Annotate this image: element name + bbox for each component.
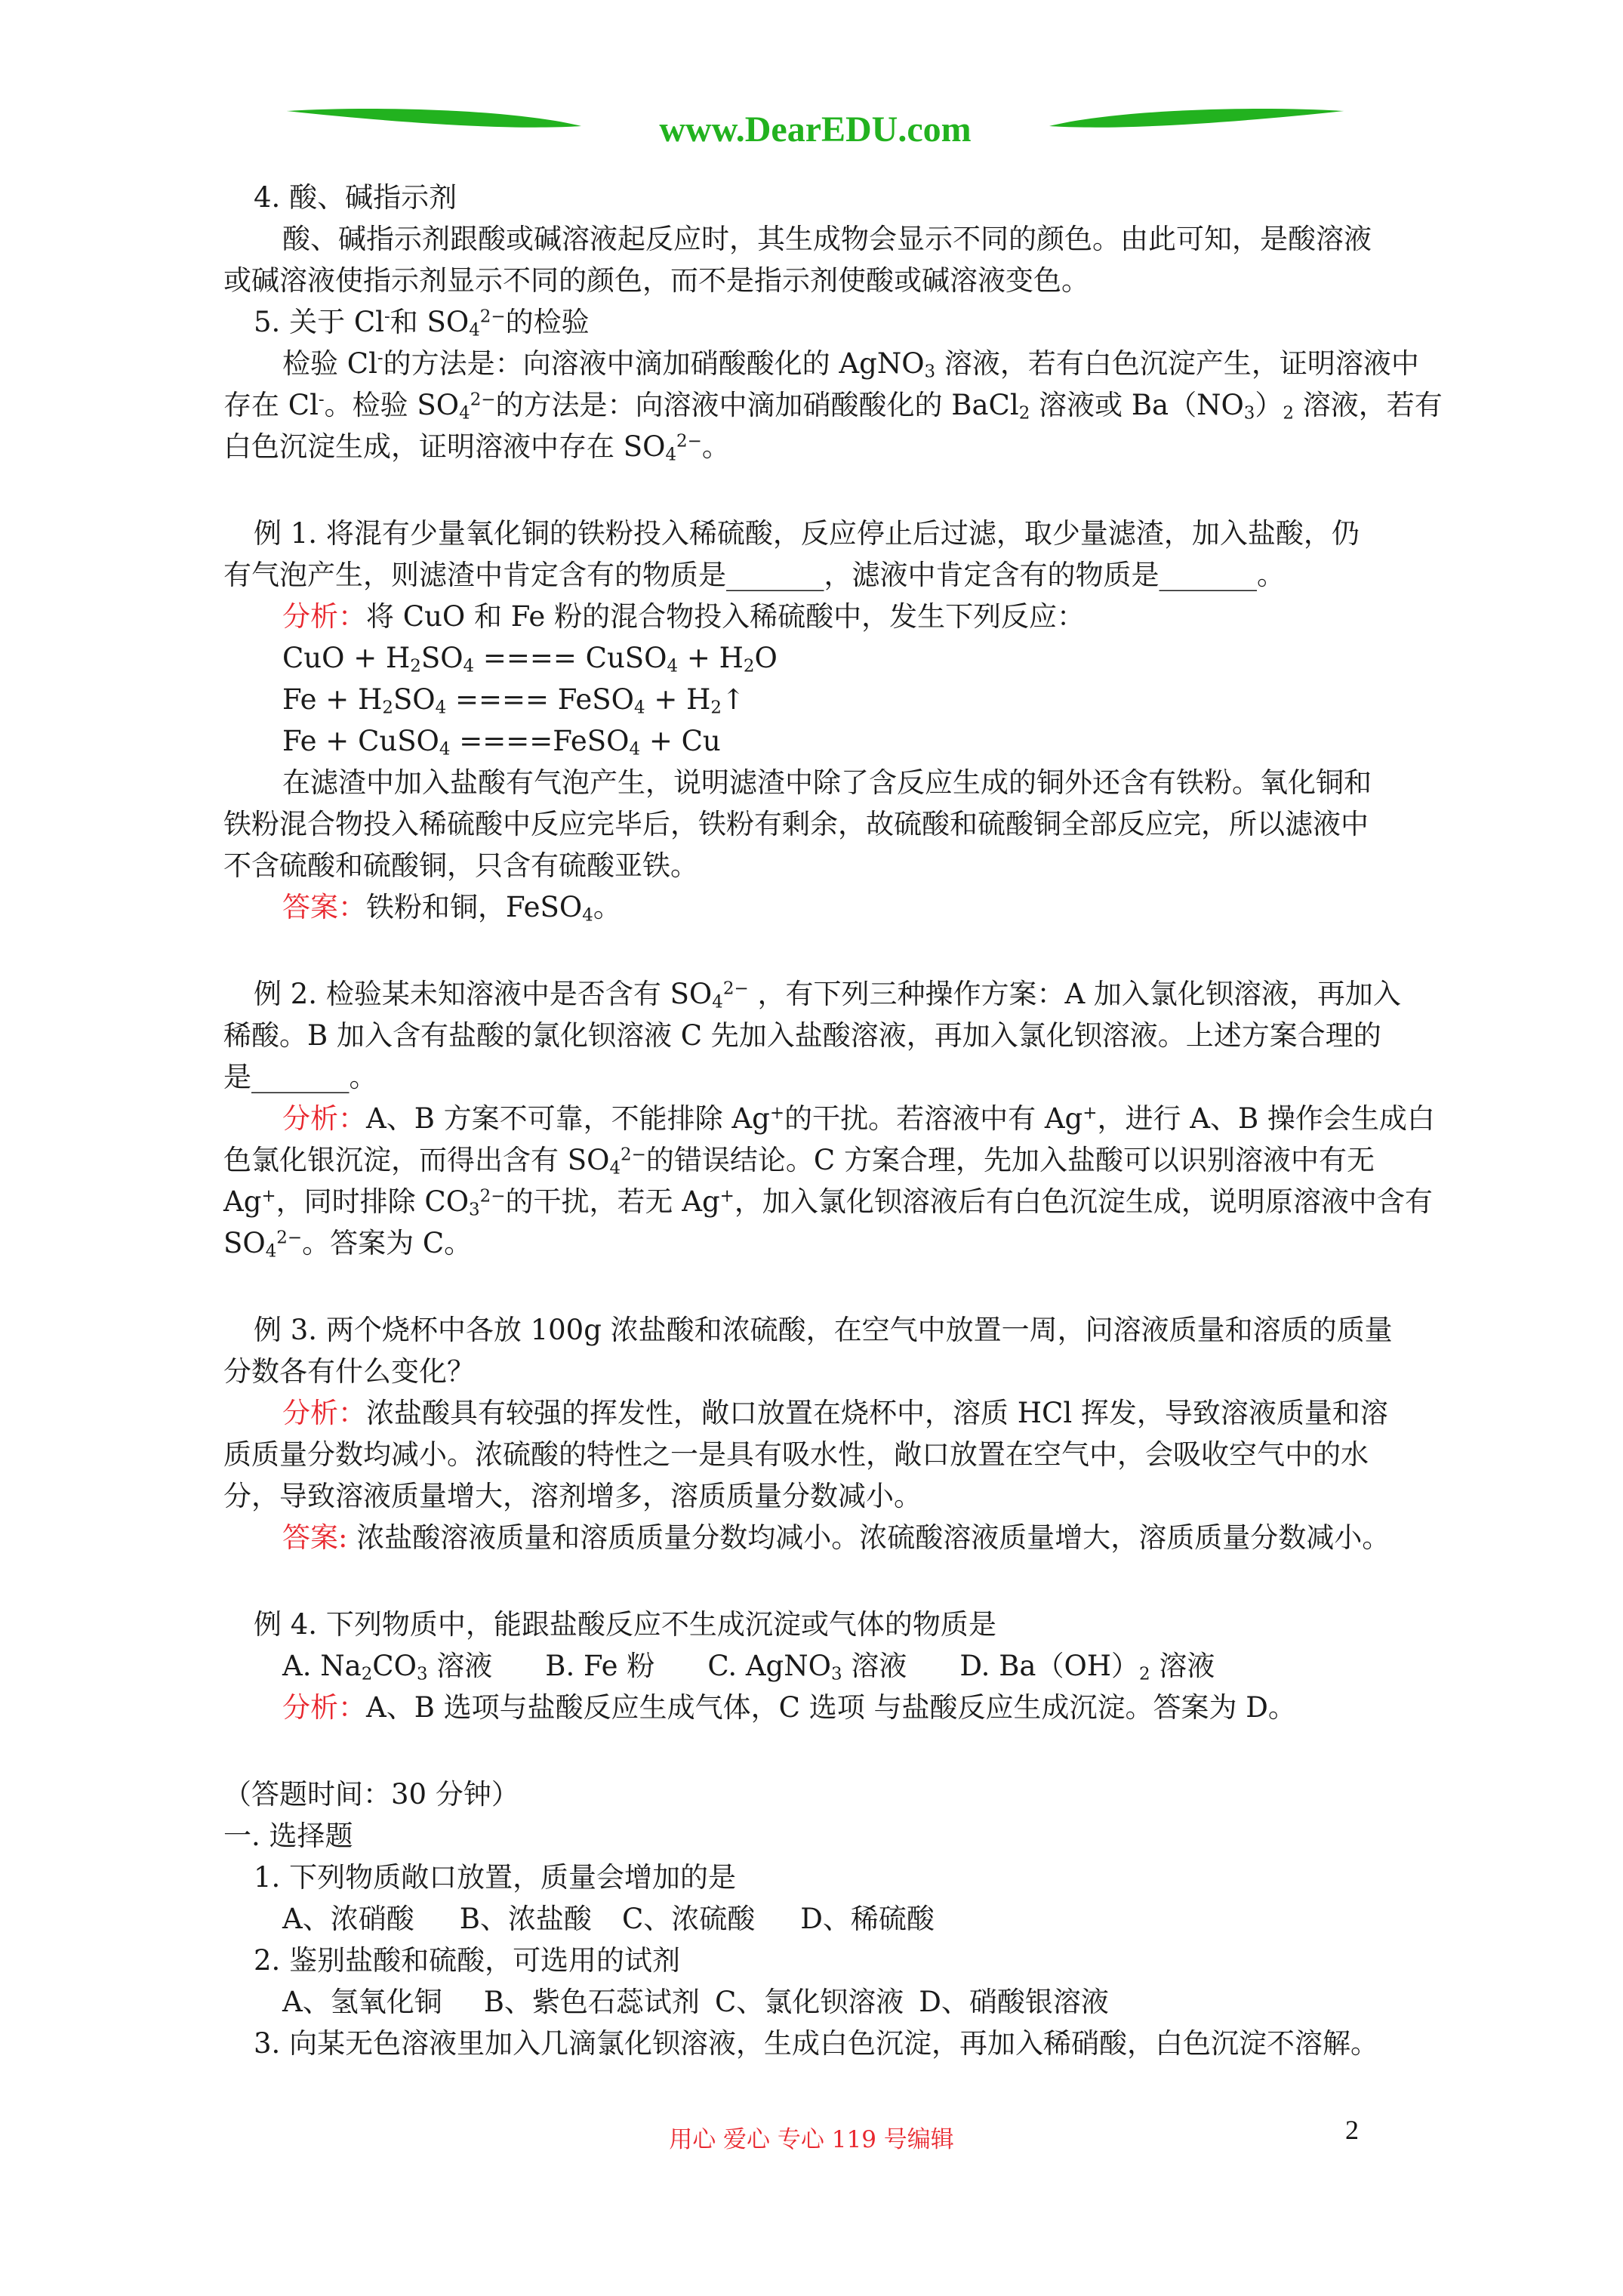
example-4-options: A. $Na_2CO_3$ 溶液 B. Fe 粉 C. AgNO$_3$ 溶液 D. $Ba(OH)_2$ 溶液: [282, 1650, 1215, 1684]
paragraph-line: 铁粉混合物投入稀硫酸中反应完毕后，铁粉有剩余，故硫酸和硫酸铜全部反应完，所以滤液中: [223, 808, 1369, 840]
answer-label: 答案:: [282, 1521, 348, 1554]
example-2-question: 例 2. 检验某未知溶液中是否含有 $SO_4^{2-}$ ，有下列三种操作方案：A 加入氯化钡溶液，再加入: [254, 978, 1401, 1012]
example-4-question: 例 4. 下列物质中，能跟盐酸反应不生成沉淀或气体的物质是: [254, 1608, 996, 1641]
equation: $Fe + H_2SO_4$ ==== FeSO$_4$ + $H_2↑$: [282, 683, 745, 718]
header-banner: [287, 94, 1344, 155]
question-3: 3. 向某无色溶液里加入几滴氯化钡溶液，生成白色沉淀，再加入稀硝酸，白色沉淀不溶解。: [254, 2027, 1379, 2060]
paragraph-line: 不含硫酸和硫酸铜，只含有硫酸亚铁。: [223, 849, 698, 882]
analysis-label: 分析：: [282, 1691, 366, 1724]
paragraph-line: 检验 Cl-的方法是：向溶液中滴加硝酸酸化的 AgNO$_3$ 溶液，若有白色沉淀产生，证明溶液中: [282, 347, 1419, 382]
paragraph-line: 分数各有什么变化？: [223, 1355, 475, 1388]
paragraph-line: 在滤渣中加入盐酸有气泡产生，说明滤渣中除了含反应生成的铜外还含有铁粉。氧化铜和: [282, 766, 1372, 799]
example-3-analysis: 分析：浓盐酸具有较强的挥发性，敞口放置在烧杯中，溶质 HCl 挥发，导致溶液质量和溶: [282, 1397, 1388, 1429]
site-logo-text: www.DearEDU.com: [659, 109, 972, 149]
example-4-analysis: 分析：A、B 选项与盐酸反应生成气体，C 选项 与盐酸反应生成沉淀。答案为 D。: [282, 1691, 1296, 1724]
paragraph-line: 稀酸。B 加入含有盐酸的氯化钡溶液 C 先加入盐酸溶液，再加入氯化钡溶液。上述方案合理的: [223, 1019, 1381, 1052]
equation: CuO + $H_2SO_4$ ==== CuSO$_4$ + $H_2O$: [282, 642, 778, 676]
answer-label: 答案：: [282, 891, 366, 923]
page-number: 2: [1345, 2115, 1359, 2145]
example-1-analysis: 分析：将 CuO 和 Fe 粉的混合物投入稀硫酸中，发生下列反应：: [282, 600, 1086, 633]
section-heading: 4. 酸、碱指示剂: [254, 181, 457, 214]
example-1-answer: 答案：铁粉和铜，FeSO$_4$。: [282, 891, 621, 926]
exercise-section-heading: 一. 选择题: [223, 1820, 353, 1852]
footer-text: 用心 爱心 专心 119 号编辑: [669, 2126, 954, 2153]
paragraph-line: 有气泡产生，则滤渣中肯定含有的物质是_______，滤液中肯定含有的物质是_______。: [223, 559, 1285, 591]
paragraph-line: 酸、碱指示剂跟酸或碱溶液起反应时，其生成物会显示不同的颜色。由此可知，是酸溶液: [282, 223, 1372, 255]
analysis-label: 分析：: [282, 1102, 366, 1135]
paragraph-line: 存在 Cl-。检验 $SO_4^{2-}$的方法是：向溶液中滴加硝酸酸化的 BaCl$_2$ 溶液或 $Ba(NO_3)_2$ 溶液，若有: [223, 389, 1443, 424]
paragraph-line: 是_______。: [223, 1061, 377, 1093]
equation: Fe + CuSO$_4$ ====FeSO$_4$ + Cu: [282, 725, 721, 760]
time-note: （答题时间：30 分钟）: [223, 1778, 519, 1811]
question-1: 1. 下列物质敞口放置，质量会增加的是: [254, 1861, 737, 1894]
question-2: 2. 鉴别盐酸和硫酸，可选用的试剂: [254, 1944, 681, 1977]
paragraph-line: 色氯化银沉淀，而得出含有 $SO_4^{2-}$的错误结论。C 方案合理，先加入盐酸可以识别溶液中有无: [223, 1144, 1375, 1179]
question-1-options: A、浓硝酸 B、浓盐酸 C、浓硫酸 D、稀硫酸: [282, 1903, 935, 1935]
example-3-question: 例 3. 两个烧杯中各放 100g 浓盐酸和浓硫酸，在空气中放置一周，问溶液质量和溶质的质量: [254, 1314, 1393, 1346]
paragraph-line: $SO_4^{2-}$。答案为 C。: [223, 1227, 473, 1262]
paragraph-line: 分，导致溶液质量增大，溶剂增多，溶质质量分数减小。: [223, 1480, 922, 1512]
paragraph-line: 质质量分数均减小。浓硫酸的特性之一是具有吸水性，敞口放置在空气中，会吸收空气中的水: [223, 1438, 1369, 1471]
example-3-answer: 答案: 浓盐酸溶液质量和溶质质量分数均减小。浓硫酸溶液质量增大，溶质质量分数减小。: [282, 1521, 1390, 1554]
paragraph-line: 白色沉淀生成，证明溶液中存在 $SO_4^{2-}$。: [223, 430, 730, 465]
question-2-options: A、氢氧化铜 B、紫色石蕊试剂 C、氯化钡溶液 D、硝酸银溶液: [282, 1986, 1109, 2018]
section-heading: 5. 关于 Cl-和 $SO_4^{2-}$的检验: [254, 306, 590, 341]
example-2-analysis: 分析：A、B 方案不可靠，不能排除 Ag+的干扰。若溶液中有 Ag+，进行 A、B 操作会生成白: [282, 1102, 1435, 1135]
paragraph-line: Ag+，同时排除 $CO_3^{2-}$的干扰，若无 Ag+，加入氯化钡溶液后有白色沉淀生成，说明原溶液中含有: [223, 1185, 1433, 1220]
analysis-label: 分析：: [282, 1397, 366, 1429]
paragraph-line: 或碱溶液使指示剂显示不同的颜色，而不是指示剂使酸或碱溶液变色。: [223, 264, 1089, 297]
example-1-question: 例 1. 将混有少量氧化铜的铁粉投入稀硫酸，反应停止后过滤，取少量滤渣，加入盐酸，仍: [254, 517, 1360, 550]
analysis-label: 分析：: [282, 600, 366, 633]
